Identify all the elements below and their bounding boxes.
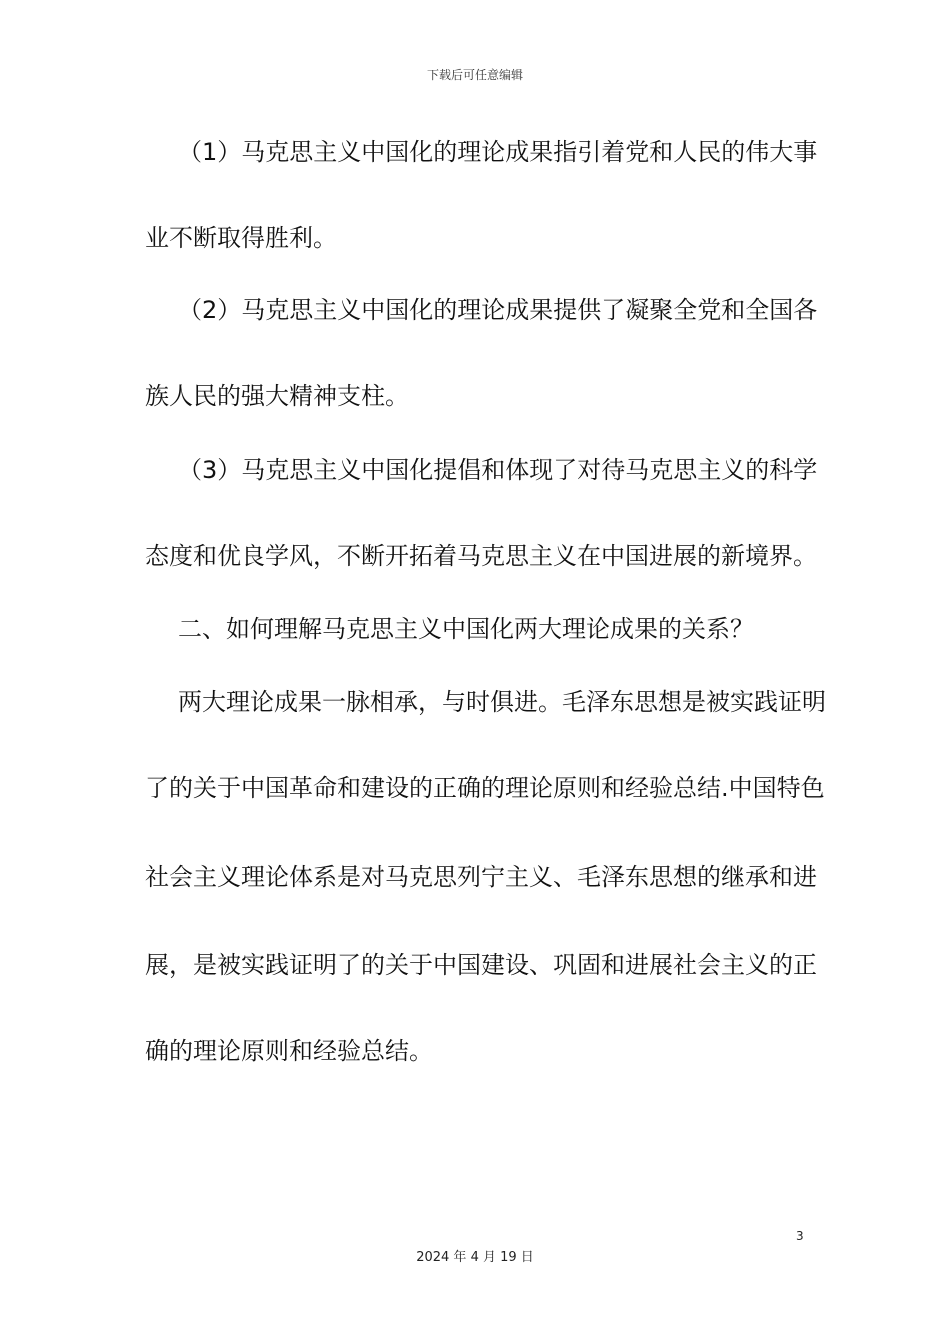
paragraph-4-line-5: 确的理论原则和经验总结。 (145, 1037, 433, 1065)
paragraph-2-line-2: 族人民的强大精神支柱。 (145, 382, 409, 410)
paragraph-3-line-2: 态度和优良学风，不断开拓着马克思主义在中国进展的新境界。 (145, 542, 817, 570)
footer-date: 2024 年 4 月 19 日 (416, 1250, 534, 1265)
section-heading: 二、如何理解马克思主义中国化两大理论成果的关系？ (178, 615, 754, 643)
page-number: 3 (796, 1229, 804, 1243)
paragraph-3-line-1: （3）马克思主义中国化提倡和体现了对待马克思主义的科学 (178, 456, 818, 484)
paragraph-4-line-1: 两大理论成果一脉相承，与时俱进。毛泽东思想是被实践证明 (178, 688, 826, 716)
paragraph-1-line-1: （1）马克思主义中国化的理论成果指引着党和人民的伟大事 (178, 138, 818, 166)
header-note: 下载后可任意编辑 (426, 68, 523, 82)
paragraph-1-line-2: 业不断取得胜利。 (145, 224, 337, 252)
paragraph-2-line-1: （2）马克思主义中国化的理论成果提供了凝聚全党和全国各 (178, 296, 818, 324)
paragraph-4-line-4: 展，是被实践证明了的关于中国建设、巩固和进展社会主义的正 (145, 951, 817, 979)
paragraph-4-line-2: 了的关于中国革命和建设的正确的理论原则和经验总结.中国特色 (145, 774, 825, 802)
paragraph-4-line-3: 社会主义理论体系是对马克思列宁主义、毛泽东思想的继承和进 (145, 863, 817, 891)
